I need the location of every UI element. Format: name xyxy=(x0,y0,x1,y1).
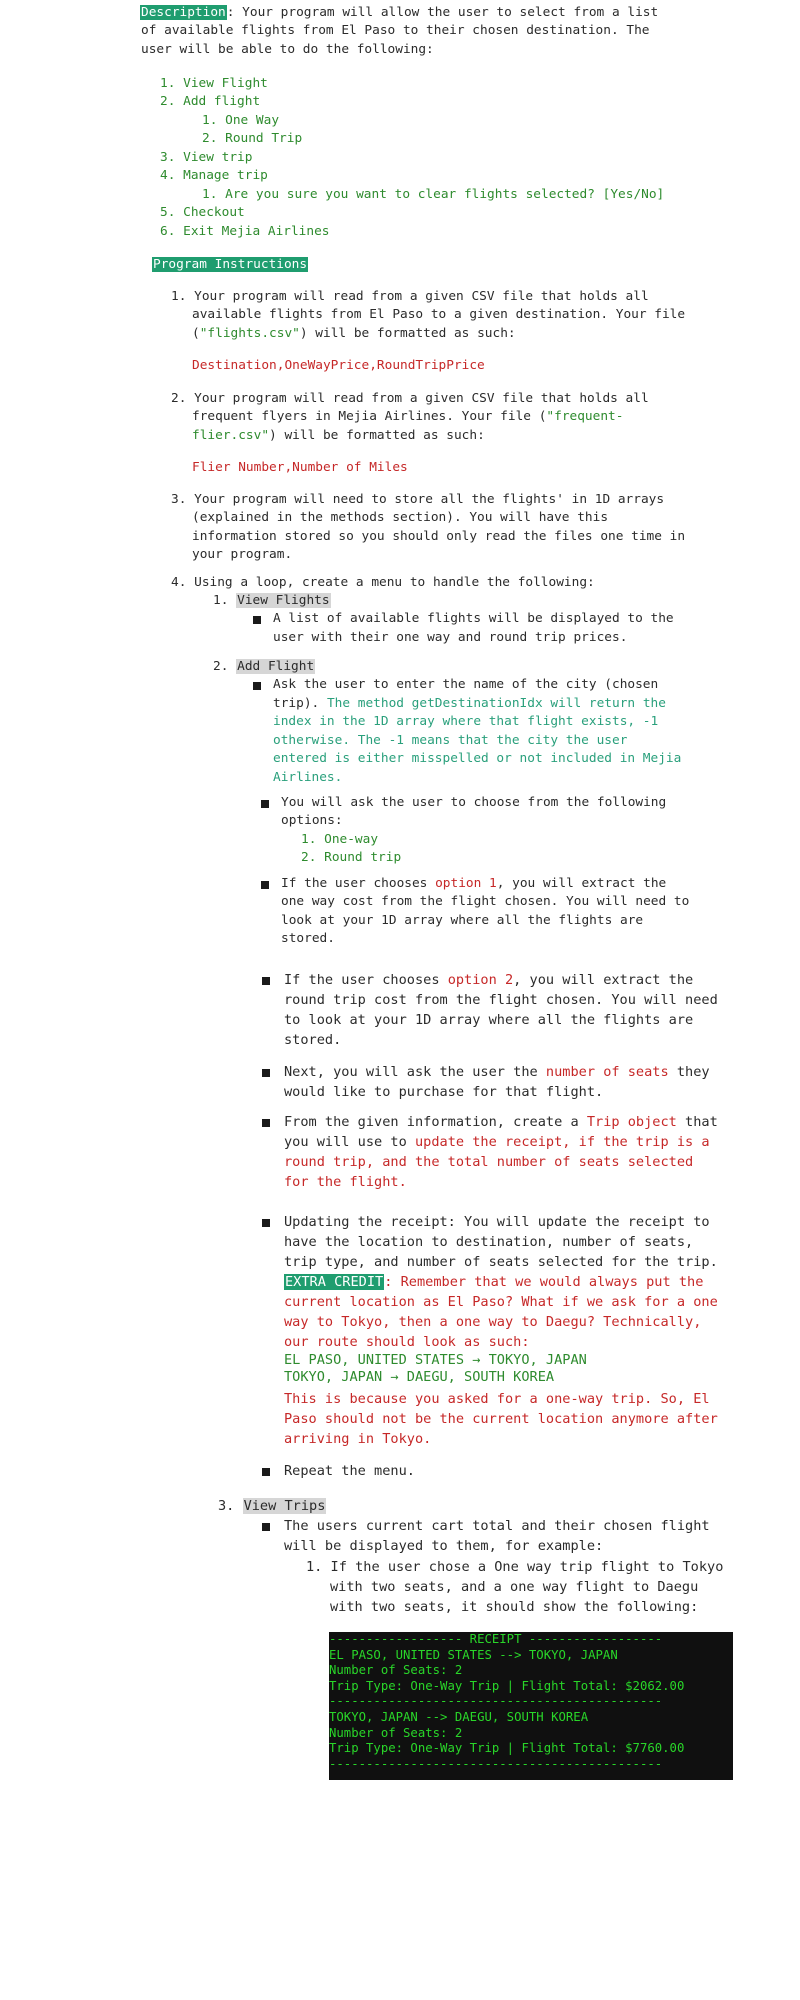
option2-line-3: to look at your 1D array where all the flights are xyxy=(284,1012,694,1028)
option1-line-1: If the user chooses option 1, you will extract the xyxy=(281,876,667,891)
update-receipt-line-2: have the location to destination, number of seats, xyxy=(284,1234,694,1250)
trip-object-line-4: for the flight. xyxy=(284,1174,407,1190)
menu-item-checkout: 5. Checkout xyxy=(160,205,245,220)
view-trips-line-2: will be displayed to them, for example: xyxy=(284,1538,604,1554)
ask-city-line-3: index in the 1D array where that flight exists, -1 xyxy=(273,714,659,729)
bullet-icon xyxy=(262,977,270,985)
step3-line-4: your program. xyxy=(192,547,293,562)
step4-add-flight: 2. Add Flight xyxy=(213,659,315,674)
ask-city-line-1: Ask the user to enter the name of the city (chosen xyxy=(273,677,659,692)
seats-line-2: would like to purchase for that flight. xyxy=(284,1084,604,1100)
receipt-separator: --------------------------------------------- xyxy=(329,1694,663,1709)
step2-format: Flier Number,Number of Miles xyxy=(192,460,408,475)
option1-line-4: stored. xyxy=(281,931,335,946)
update-receipt-line-3: trip type, and number of seats selected for the trip. xyxy=(284,1254,718,1270)
bullet-icon xyxy=(253,616,261,624)
step1-line-3: ("flights.csv") will be formatted as such: xyxy=(192,326,516,341)
seats-line-1: Next, you will ask the user the number of seats they xyxy=(284,1064,710,1080)
menu-subitem-one-way: 1. One Way xyxy=(202,113,280,128)
description-line-1: Description: Your program will allow the user to select from a list xyxy=(141,5,659,20)
because-line-3: arriving in Tokyo. xyxy=(284,1431,432,1447)
bullet-icon xyxy=(262,1119,270,1127)
step4-view-flights: 1. View Flights xyxy=(213,593,330,608)
description-line-2: of available flights from El Paso to their chosen destination. The xyxy=(141,23,650,38)
bullet-icon xyxy=(262,1523,270,1531)
update-receipt-line-1: Updating the receipt: You will update the receipt to xyxy=(284,1214,710,1230)
because-line-2: Paso should not be the current location anymore after xyxy=(284,1411,718,1427)
view-flights-bullet-line-1: A list of available flights will be displayed to the xyxy=(273,611,674,626)
route-line-2: TOKYO, JAPAN → DAEGU, SOUTH KOREA xyxy=(284,1369,555,1385)
trip-object-line-3: round trip, and the total number of seats selected xyxy=(284,1154,694,1170)
receipt-type-1: Trip Type: One-Way Trip | Flight Total: $2062.00 xyxy=(329,1678,685,1693)
menu-item-view-trip: 3. View trip xyxy=(160,150,253,165)
option-round-trip: 2. Round trip xyxy=(301,850,402,865)
menu-item-view-flight: 1. View Flight xyxy=(160,76,268,91)
example-line-3: with two seats, it should show the following: xyxy=(330,1599,699,1615)
menu-subitem-round-trip: 2. Round Trip xyxy=(202,131,303,146)
receipt-footer: --------------------------------------------- xyxy=(329,1756,663,1771)
menu-item-manage-trip: 4. Manage trip xyxy=(160,168,268,183)
bullet-icon xyxy=(262,1468,270,1476)
option1-line-3: look at your 1D array where all the flights are xyxy=(281,913,644,928)
step1-line-1: 1. Your program will read from a given CSV file that holds all xyxy=(171,289,649,304)
option2-line-1: If the user chooses option 2, you will extract the xyxy=(284,972,694,988)
menu-item-add-flight: 2. Add flight xyxy=(160,94,261,109)
bullet-icon xyxy=(262,1219,270,1227)
option-one-way: 1. One-way xyxy=(301,832,379,847)
step2-line-2: frequent flyers in Mejia Airlines. Your file ("frequent- xyxy=(192,409,624,424)
receipt-route-2: TOKYO, JAPAN --> DAEGU, SOUTH KOREA xyxy=(329,1709,589,1724)
route-line-1: EL PASO, UNITED STATES → TOKYO, JAPAN xyxy=(284,1352,587,1368)
ask-city-line-5: entered is either misspelled or not included in Mejia xyxy=(273,751,682,766)
step2-line-1: 2. Your program will read from a given CSV file that holds all xyxy=(171,391,649,406)
bullet-icon xyxy=(261,800,269,808)
receipt-route-1: EL PASO, UNITED STATES --> TOKYO, JAPAN xyxy=(329,1647,618,1662)
step1-line-2: available flights from El Paso to a given destination. Your file xyxy=(192,307,686,322)
option2-line-2: round trip cost from the flight chosen. You will need xyxy=(284,992,718,1008)
step3-line-3: information stored so you should only read the files one time in xyxy=(192,529,686,544)
menu-subitem-clear-flights: 1. Are you sure you want to clear flights selected? [Yes/No] xyxy=(202,187,665,202)
extra-credit-line-1: EXTRA CREDIT: Remember that we would always put the xyxy=(285,1274,704,1290)
description-label: Description xyxy=(141,5,226,20)
extra-credit-line-2: current location as El Paso? What if we ask for a one xyxy=(284,1294,718,1310)
option1-line-2: one way cost from the flight chosen. You will need to xyxy=(281,894,690,909)
receipt-seats-1: Number of Seats: 2 xyxy=(329,1663,463,1678)
choose-option-line-2: options: xyxy=(281,813,343,828)
repeat-menu: Repeat the menu. xyxy=(284,1463,415,1479)
extra-credit-line-3: way to Tokyo, then a one way to Daegu? Technically, xyxy=(284,1314,702,1330)
receipt-terminal xyxy=(329,1632,733,1780)
step3-line-2: (explained in the methods section). You will have this xyxy=(192,510,609,525)
trip-object-line-2: you will use to update the receipt, if the trip is a xyxy=(284,1134,710,1150)
option2-line-4: stored. xyxy=(284,1032,342,1048)
ask-city-line-6: Airlines. xyxy=(273,770,343,785)
step3-line-1: 3. Your program will need to store all the flights' in 1D arrays xyxy=(171,492,665,507)
receipt-seats-2: Number of Seats: 2 xyxy=(329,1725,463,1740)
step2-line-3: flier.csv") will be formatted as such: xyxy=(192,428,485,443)
ask-city-line-2: trip). The method getDestinationIdx will return the xyxy=(273,696,666,711)
extra-credit-label: EXTRA CREDIT xyxy=(285,1274,384,1290)
view-flights-bullet-line-2: user with their one way and round trip prices. xyxy=(273,630,628,645)
choose-option-line-1: You will ask the user to choose from the following xyxy=(281,795,667,810)
because-line-1: This is because you asked for a one-way trip. So, El xyxy=(284,1391,710,1407)
trip-object-line-1: From the given information, create a Trip object that xyxy=(284,1114,718,1130)
bullet-icon xyxy=(253,682,261,690)
example-line-1: 1. If the user chose a One way trip flight to Tokyo xyxy=(306,1559,724,1575)
ask-city-line-4: otherwise. The -1 means that the city the user xyxy=(273,733,628,748)
receipt-header: ------------------ RECEIPT ------------------ xyxy=(329,1632,663,1646)
step4-line-1: 4. Using a loop, create a menu to handle the following: xyxy=(171,575,595,590)
extra-credit-line-4: our route should look as such: xyxy=(284,1334,530,1350)
step4-view-trips: 3. View Trips xyxy=(218,1498,326,1514)
example-line-2: with two seats, and a one way flight to Daegu xyxy=(330,1579,699,1595)
bullet-icon xyxy=(261,881,269,889)
instructions-heading: Program Instructions xyxy=(153,257,308,272)
bullet-icon xyxy=(262,1069,270,1077)
menu-item-exit: 6. Exit Mejia Airlines xyxy=(160,224,330,239)
description-line-3: user will be able to do the following: xyxy=(141,42,434,57)
view-trips-line-1: The users current cart total and their chosen flight xyxy=(284,1518,710,1534)
step1-format: Destination,OneWayPrice,RoundTripPrice xyxy=(192,358,485,373)
receipt-type-2: Trip Type: One-Way Trip | Flight Total: $7760.00 xyxy=(329,1741,685,1756)
